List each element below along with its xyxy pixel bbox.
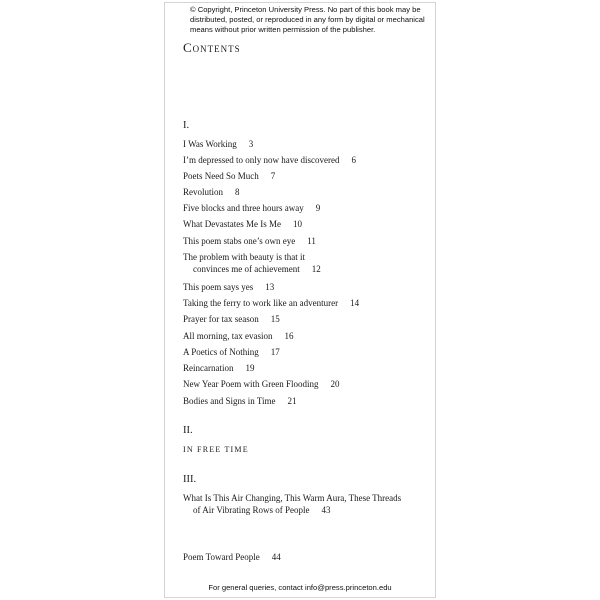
page-title: Contents — [183, 40, 241, 55]
toc-entry-title: Bodies and Signs in Time — [183, 396, 276, 406]
toc-entry[interactable] — [183, 218, 302, 230]
toc-entry-title: This poem says yes — [183, 282, 254, 292]
toc-entry[interactable] — [183, 551, 281, 563]
toc-entry-title: Taking the ferry to work like an adventurer — [183, 298, 339, 308]
toc-entry-title: Revolution — [183, 187, 223, 197]
toc-entry-page: 6 — [351, 155, 356, 165]
toc-entry-title: I’m depressed to only now have discovered — [183, 155, 340, 165]
toc-entry-title: All morning, tax evasion — [183, 331, 273, 341]
toc-entry[interactable] — [183, 395, 297, 407]
toc-entry-title: Five blocks and three hours away — [183, 203, 304, 213]
toc-entry[interactable] — [183, 235, 316, 247]
toc-entry-page: 16 — [284, 331, 294, 341]
toc-entry-title: Poets Need So Much — [183, 171, 259, 181]
toc-entry[interactable] — [183, 378, 340, 390]
toc-entry-page: 15 — [270, 314, 280, 324]
toc-entry-title: Poem Toward People — [183, 552, 260, 562]
section-label-3: III. — [183, 474, 197, 485]
toc-entry[interactable] — [183, 330, 294, 342]
toc-entry-page: 20 — [330, 379, 340, 389]
contact-footer: For general queries, contact info@press.princeton.edu — [208, 583, 392, 592]
toc-entry-page: 13 — [265, 282, 275, 292]
toc-entry[interactable] — [183, 313, 280, 325]
toc-entry-title: Prayer for tax season — [183, 314, 259, 324]
toc-entry-title: Reincarnation — [183, 363, 234, 373]
toc-entry[interactable] — [183, 138, 253, 150]
toc-entry-page: 17 — [270, 347, 280, 357]
toc-entry-page: 19 — [245, 363, 255, 373]
copyright-notice — [190, 5, 430, 35]
toc-entry[interactable] — [183, 362, 254, 374]
copyright-line: distributed, posted, or reproduced in any form by digital or mechanical — [190, 15, 425, 24]
toc-entry[interactable] — [183, 251, 321, 275]
toc-entry-page: 10 — [292, 219, 302, 229]
section-subtitle[interactable]: IN FREE TIME — [183, 445, 249, 454]
toc-entry-page: 3 — [248, 139, 254, 149]
toc-entry[interactable] — [183, 170, 275, 182]
toc-entry-page: 8 — [235, 187, 240, 197]
toc-entry-page: 9 — [315, 203, 321, 213]
toc-entry-title: This poem stabs one’s own eye — [183, 236, 296, 246]
toc-entry[interactable] — [183, 297, 359, 309]
toc-entry-title: The problem with beauty is that it — [183, 252, 305, 262]
toc-entry-title: A Poetics of Nothing — [183, 347, 259, 357]
toc-entry[interactable] — [183, 186, 240, 198]
toc-entry[interactable] — [183, 281, 274, 293]
section-label-1: I. — [183, 120, 190, 131]
toc-entry[interactable] — [183, 154, 356, 166]
toc-entry[interactable] — [183, 346, 280, 358]
toc-entry-page: 14 — [350, 298, 360, 308]
toc-entry-title-continued: of Air Vibrating Rows of People — [193, 505, 310, 515]
toc-entry-title-continued: convinces me of achievement — [193, 264, 300, 274]
toc-entry-page: 11 — [307, 236, 316, 246]
toc-entry-title: New Year Poem with Green Flooding — [183, 379, 319, 389]
toc-entry-page: 44 — [271, 552, 281, 562]
toc-entry-page: 7 — [270, 171, 276, 181]
toc-entry-page: 12 — [311, 264, 321, 274]
toc-entry-title: What Devastates Me Is Me — [183, 219, 281, 229]
copyright-line: © Copyright, Princeton University Press. No part of this book may be — [190, 5, 421, 14]
toc-entry-page: 43 — [321, 505, 331, 515]
toc-entry[interactable] — [183, 492, 401, 516]
copyright-line: means without prior written permission of the publisher. — [190, 25, 376, 34]
toc-entry[interactable] — [183, 202, 320, 214]
toc-entry-title: I Was Working — [183, 139, 237, 149]
toc-entry-page: 21 — [287, 396, 297, 406]
toc-entry-title: What Is This Air Changing, This Warm Aura, These Threads — [183, 493, 402, 503]
section-label-2: II. — [183, 425, 193, 436]
